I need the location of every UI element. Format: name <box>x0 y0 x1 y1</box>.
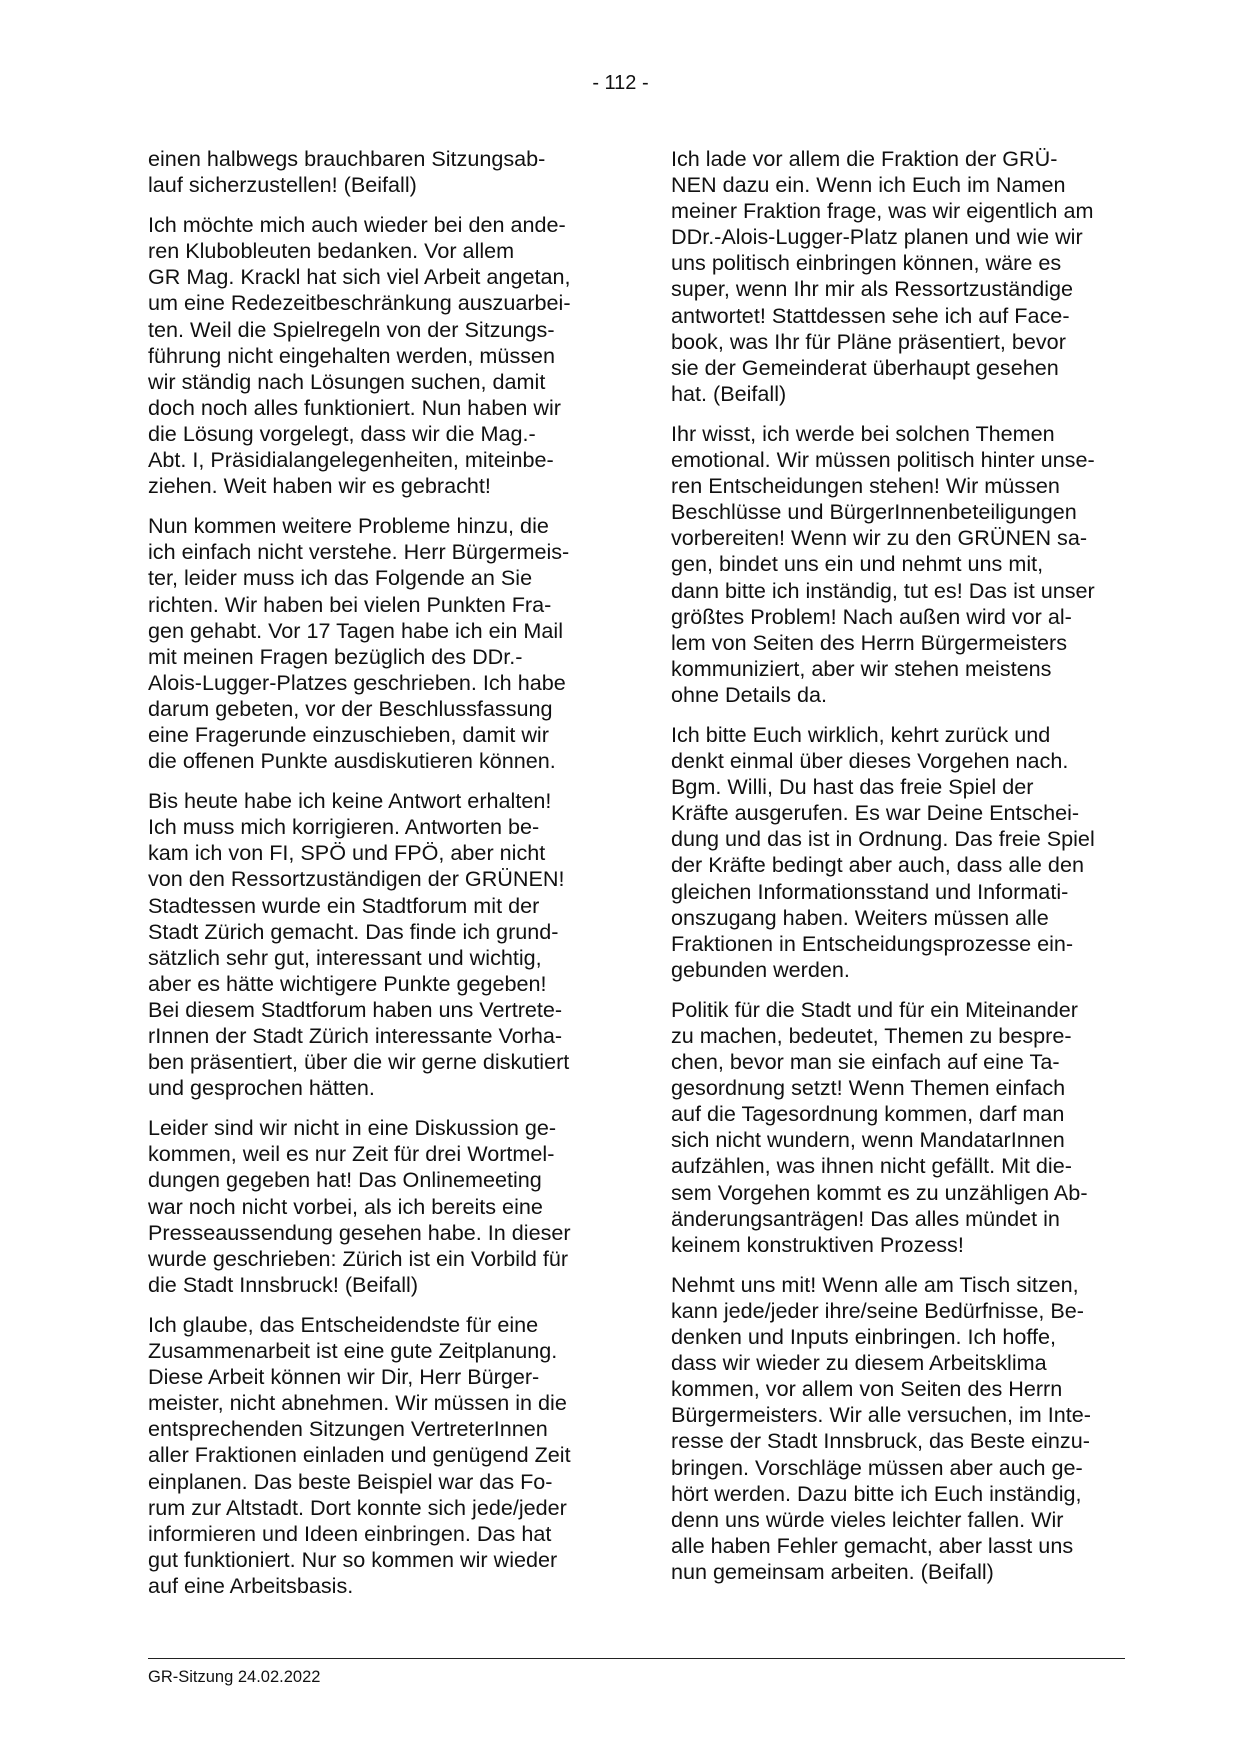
text-line: kommen, vor allem von Seiten des Herrn <box>671 1376 1063 1402</box>
text-line: auf die Tagesordnung kommen, darf man <box>671 1101 1065 1127</box>
text-line: kann jede/jeder ihre/seine Bedürfnisse, Be- <box>671 1297 1084 1323</box>
text-line: die offenen Punkte ausdiskutieren können. <box>148 748 556 774</box>
text-line: aller Fraktionen einladen und genügend Zeit <box>148 1442 571 1468</box>
text-line: einplanen. Das beste Beispiel war das Fo- <box>148 1468 553 1494</box>
text-line: die Stadt Innsbruck! (Beifall) <box>148 1271 419 1297</box>
text-line: Nun kommen weitere Probleme hinzu, die <box>148 513 549 539</box>
text-line: wurde geschrieben: Zürich ist ein Vorbild für <box>148 1245 569 1271</box>
text-line: mit meinen Fragen bezüglich des DDr.- <box>148 643 523 669</box>
text-line: um eine Redezeitbeschränkung auszuarbei- <box>148 290 571 316</box>
text-line: denken und Inputs einbringen. Ich hoffe, <box>671 1324 1056 1350</box>
text-line: ren Klubobleuten bedanken. Vor allem <box>148 238 515 264</box>
text-line: gen, bindet uns ein und nehmt uns mit, <box>671 551 1044 577</box>
text-line: sie der Gemeinderat überhaupt gesehen <box>671 354 1059 380</box>
text-line: ten. Weil die Spielregeln von der Sitzungs- <box>148 316 555 342</box>
left-column <box>148 146 600 1613</box>
text-line: Ich lade vor allem die Fraktion der GRÜ- <box>671 146 1058 171</box>
text-line: Diese Arbeit können wir Dir, Herr Bürger- <box>148 1364 540 1390</box>
paragraph <box>148 212 600 499</box>
text-line: Ich bitte Euch wirklich, kehrt zurück und <box>671 721 1051 747</box>
text-line: die Lösung vorgelegt, dass wir die Mag.- <box>148 420 536 446</box>
text-line: GR Mag. Krackl hat sich viel Arbeit angetan, <box>148 264 571 290</box>
text-line: meister, nicht abnehmen. Wir müssen in die <box>148 1390 567 1416</box>
text-line: aufzählen, was ihnen nicht gefällt. Mit die- <box>671 1153 1072 1179</box>
paragraph <box>671 146 1123 407</box>
paragraph <box>148 1115 600 1298</box>
text-line: lauf sicherzustellen! (Beifall) <box>148 172 417 198</box>
text-line: Ihr wisst, ich werde bei solchen Themen <box>671 420 1055 446</box>
text-line: doch noch alles funktioniert. Nun haben wir <box>148 394 561 420</box>
text-line: dung und das ist in Ordnung. Das freie Spiel <box>671 826 1095 852</box>
text-line: dungen gegeben hat! Das Onlinemeeting <box>148 1167 542 1193</box>
text-line: kommen, weil es nur Zeit für drei Wortmel- <box>148 1141 555 1167</box>
text-line: resse der Stadt Innsbruck, das Beste einzu- <box>671 1428 1090 1454</box>
text-line: onszugang haben. Weiters müssen alle <box>671 904 1049 930</box>
text-line: wir ständig nach Lösungen suchen, damit <box>148 368 546 394</box>
text-line: DDr.-Alois-Lugger-Platz planen und wie wir <box>671 224 1083 250</box>
text-line: ohne Details da. <box>671 681 828 707</box>
text-line: aber es hätte wichtigere Punkte gegeben! <box>148 970 547 996</box>
text-line: Abt. I, Präsidialangelegenheiten, miteinbe- <box>148 447 554 473</box>
text-line: richten. Wir haben bei vielen Punkten Fra- <box>148 591 552 617</box>
text-line: emotional. Wir müssen politisch hinter unse- <box>671 447 1095 473</box>
text-line: einen halbwegs brauchbaren Sitzungsab- <box>148 146 546 171</box>
text-line: hat. (Beifall) <box>671 380 787 406</box>
text-line: keinem konstruktiven Prozess! <box>671 1231 964 1257</box>
text-line: book, was Ihr für Pläne präsentiert, bevor <box>671 328 1066 354</box>
text-line: hört werden. Dazu bitte ich Euch inständig, <box>671 1480 1082 1506</box>
text-line: gen gehabt. Vor 17 Tagen habe ich ein Mail <box>148 617 563 643</box>
text-line: ich einfach nicht verstehe. Herr Bürgermeis- <box>148 539 570 565</box>
text-line: Bgm. Willi, Du hast das freie Spiel der <box>671 774 1034 800</box>
text-line: führung nicht eingehalten werden, müssen <box>148 342 555 368</box>
text-line: nun gemeinsam arbeiten. (Beifall) <box>671 1558 994 1584</box>
text-line: eine Fragerunde einzuschieben, damit wir <box>148 721 549 747</box>
text-line: änderungsanträgen! Das alles mündet in <box>671 1205 1060 1231</box>
text-line: chen, bevor man sie einfach auf eine Ta- <box>671 1049 1060 1075</box>
text-line: Bürgermeisters. Wir alle versuchen, im Inte- <box>671 1402 1092 1428</box>
page-number: - 112 - <box>592 72 649 94</box>
text-line: war noch nicht vorbei, als ich bereits eine <box>148 1193 543 1219</box>
text-line: ziehen. Weit haben wir es gebracht! <box>148 473 491 499</box>
paragraph <box>148 788 600 1101</box>
text-line: Presseaussendung gesehen habe. In dieser <box>148 1219 571 1245</box>
text-line: Fraktionen in Entscheidungsprozesse ein- <box>671 930 1074 956</box>
text-line: gesordnung setzt! Wenn Themen einfach <box>671 1075 1066 1101</box>
text-line: denn uns würde vieles leichter fallen. Wir <box>671 1506 1064 1532</box>
text-line: auf eine Arbeitsbasis. <box>148 1572 354 1598</box>
paragraph <box>671 421 1123 708</box>
text-line: kommuniziert, aber wir stehen meistens <box>671 655 1052 681</box>
right-column <box>671 146 1123 1599</box>
text-line: Kräfte ausgerufen. Es war Deine Entschei- <box>671 800 1080 826</box>
paragraph <box>671 997 1123 1258</box>
text-line: Ich muss mich korrigieren. Antworten be- <box>148 814 540 840</box>
text-line: rum zur Altstadt. Dort konnte sich jede/jeder <box>148 1494 567 1520</box>
text-line: dann bitte ich inständig, tut es! Das ist unser <box>671 577 1095 603</box>
text-line: sich nicht wundern, wenn MandatarInnen <box>671 1127 1065 1153</box>
text-line: ren Entscheidungen stehen! Wir müssen <box>671 473 1060 499</box>
text-line: alle haben Fehler gemacht, aber lasst uns <box>671 1532 1074 1558</box>
text-line: informieren und Ideen einbringen. Das hat <box>148 1520 552 1546</box>
text-line: NEN dazu ein. Wenn ich Euch im Namen <box>671 172 1066 198</box>
text-line: Ich möchte mich auch wieder bei den ande- <box>148 212 566 238</box>
text-line: der Kräfte bedingt aber auch, dass alle den <box>671 852 1084 878</box>
text-line: antwortet! Stattdessen sehe ich auf Face- <box>671 302 1070 328</box>
paragraph <box>148 513 600 774</box>
text-line: Zusammenarbeit ist eine gute Zeitplanung. <box>148 1338 558 1364</box>
text-line: vorbereiten! Wenn wir zu den GRÜNEN sa- <box>671 525 1088 551</box>
text-line: entsprechenden Sitzungen VertreterInnen <box>148 1416 548 1442</box>
text-line: lem von Seiten des Herrn Bürgermeisters <box>671 629 1068 655</box>
text-line: ben präsentiert, über die wir gerne diskutiert <box>148 1049 570 1075</box>
text-line: kam ich von FI, SPÖ und FPÖ, aber nicht <box>148 840 546 866</box>
text-line: Stadt Zürich gemacht. Das finde ich grund- <box>148 918 559 944</box>
text-line: Politik für die Stadt und für ein Miteinander <box>671 996 1078 1022</box>
footer-session-date: GR-Sitzung 24.02.2022 <box>148 1668 321 1686</box>
text-line: und gesprochen hätten. <box>148 1075 375 1101</box>
text-line: Bis heute habe ich keine Antwort erhalten! <box>148 788 552 814</box>
text-line: darum gebeten, vor der Beschlussfassung <box>148 695 553 721</box>
text-line: meiner Fraktion frage, was wir eigentlich am <box>671 198 1094 224</box>
text-line: von den Ressortzuständigen der GRÜNEN! <box>148 866 565 892</box>
text-line: gebunden werden. <box>671 956 850 982</box>
text-line: Bei diesem Stadtforum haben uns Vertrete- <box>148 996 563 1022</box>
paragraph <box>671 722 1123 983</box>
text-line: Leider sind wir nicht in eine Diskussion ge- <box>148 1115 557 1141</box>
text-line: super, wenn Ihr mir als Ressortzuständige <box>671 276 1074 302</box>
text-line: Ich glaube, das Entscheidendste für eine <box>148 1311 539 1337</box>
text-line: Beschlüsse und BürgerInnenbeteiligungen <box>671 499 1077 525</box>
paragraph <box>671 1272 1123 1585</box>
text-line: sätzlich sehr gut, interessant und wichtig, <box>148 944 542 970</box>
text-line: zu machen, bedeutet, Themen zu bespre- <box>671 1023 1072 1048</box>
footer-divider <box>148 1658 1125 1659</box>
paragraph <box>148 146 600 198</box>
text-line: bringen. Vorschläge müssen aber auch ge- <box>671 1454 1083 1480</box>
text-line: gleichen Informationsstand und Informati- <box>671 878 1069 904</box>
text-line: sem Vorgehen kommt es zu unzähligen Ab- <box>671 1179 1088 1205</box>
text-line: gut funktioniert. Nur so kommen wir wieder <box>148 1546 558 1572</box>
text-line: dass wir wieder zu diesem Arbeitsklima <box>671 1350 1047 1376</box>
text-line: Nehmt uns mit! Wenn alle am Tisch sitzen, <box>671 1271 1079 1297</box>
text-line: Alois-Lugger-Platzes geschrieben. Ich habe <box>148 669 566 695</box>
text-line: Stadtessen wurde ein Stadtforum mit der <box>148 892 540 918</box>
paragraph <box>148 1312 600 1599</box>
text-line: uns politisch einbringen können, wäre es <box>671 250 1062 276</box>
text-line: ter, leider muss ich das Folgende an Sie <box>148 565 533 591</box>
text-line: größtes Problem! Nach außen wird vor al- <box>671 603 1072 629</box>
text-line: rInnen der Stadt Zürich interessante Vorha- <box>148 1023 563 1048</box>
text-line: denkt einmal über dieses Vorgehen nach. <box>671 748 1069 774</box>
